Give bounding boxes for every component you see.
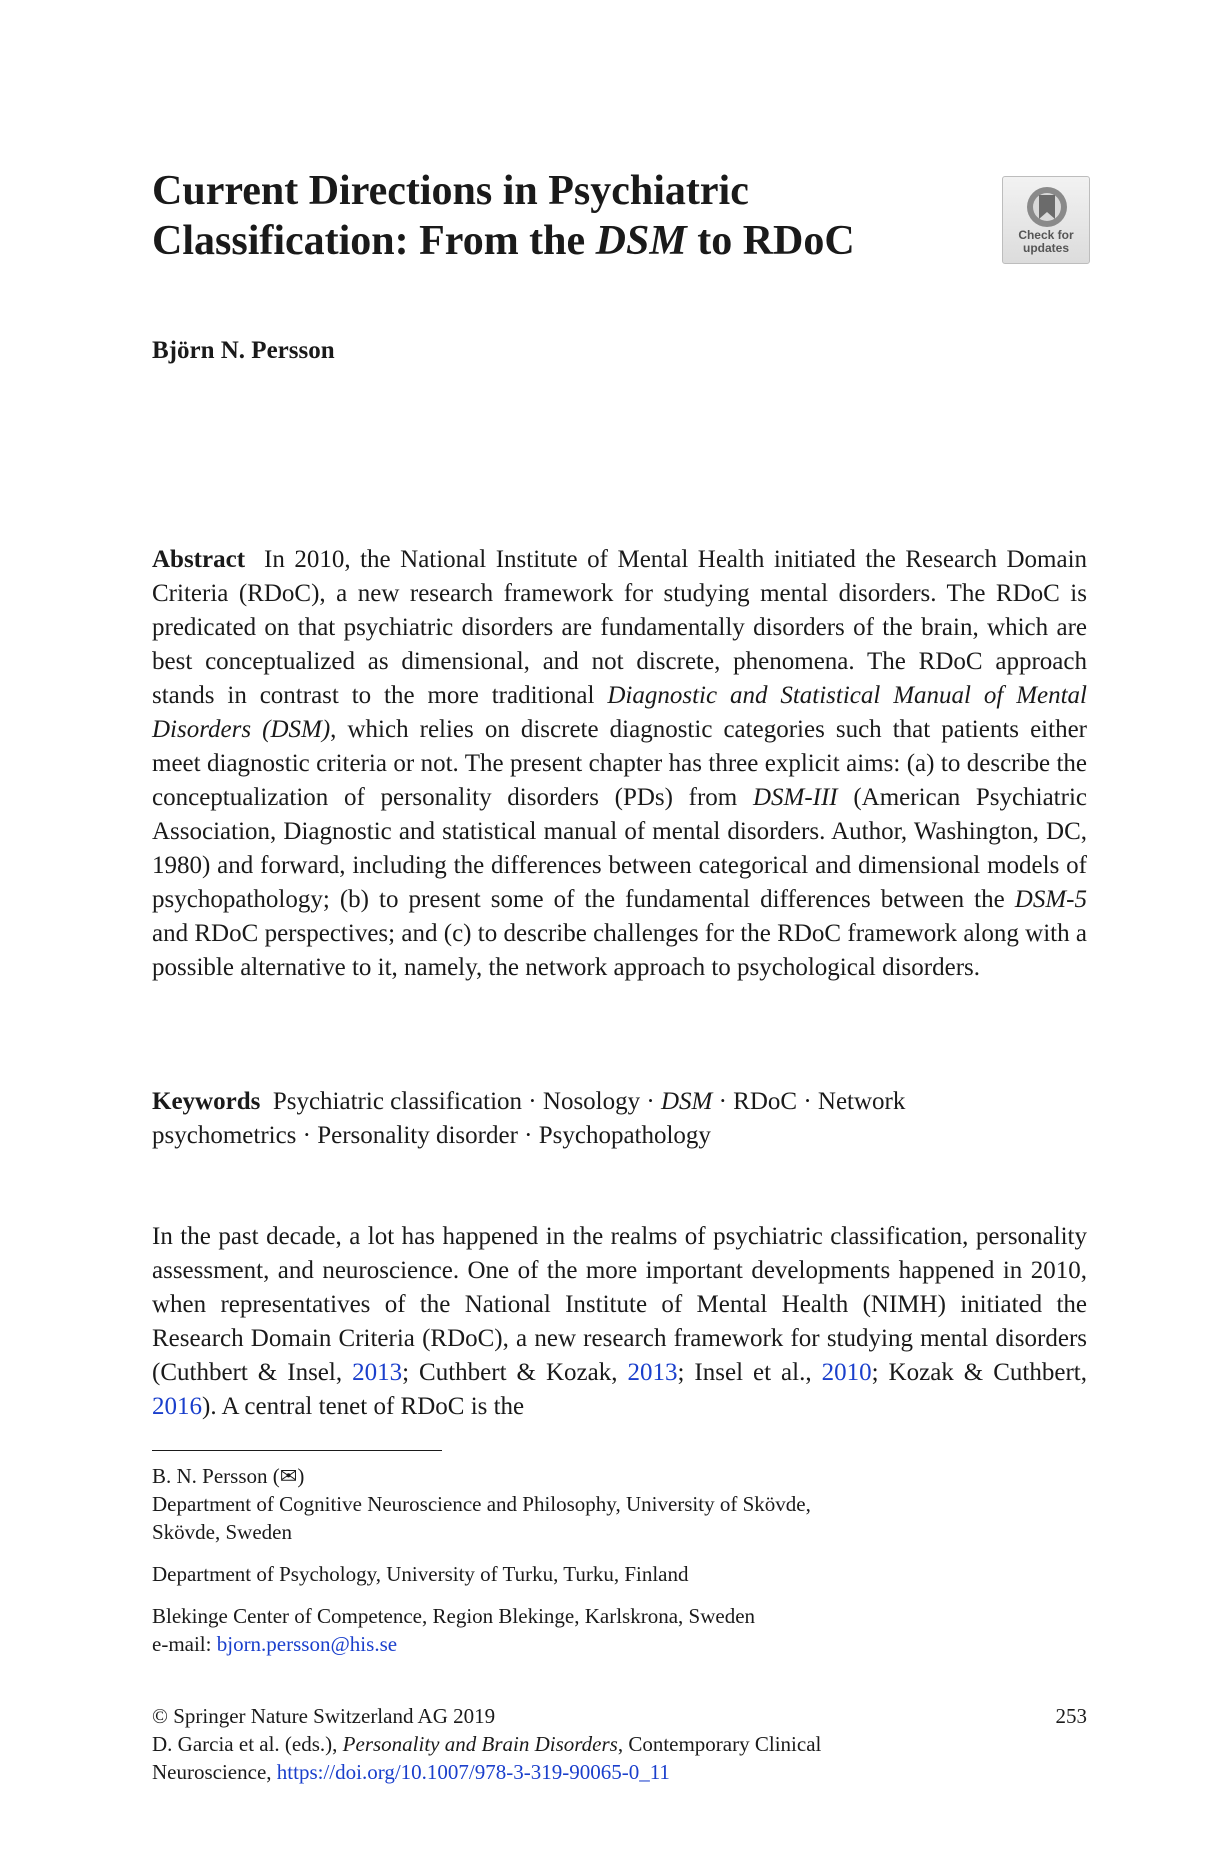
page-footer <box>152 1702 1087 1786</box>
abstract-text-3: (American Psychiatric Association, Diagnostic and statistical manual of mental disorders. Author, Washington, DC, 1980) and forward, including the differences between categorical and dimensional models of psychopathology; (b) to present some of the fundamental differences between the <box>152 784 1087 913</box>
affiliation-name: B. N. Persson ( <box>152 1464 280 1488</box>
body-paragraph <box>152 1220 1087 1424</box>
citation-text-a: D. Garcia et al. (eds.), <box>152 1732 343 1756</box>
title-line-1: Current Directions in Psychiatric <box>152 168 749 214</box>
affiliation-author <box>152 1462 1087 1546</box>
doi-link[interactable]: https://doi.org/10.1007/978-3-319-90065-0_11 <box>276 1760 670 1784</box>
body-text-4: ; Kozak & Cuthbert, <box>871 1359 1087 1386</box>
abstract-text-2: , which relies on discrete diagnostic categories such that patients either meet diagnostic criteria or not. The present chapter has three explicit aims: (a) to describe the conceptualization of personality disorders (PDs) from <box>152 716 1087 811</box>
abstract-italic-dsm-title: Diagnostic and Statistical Manual of Mental Disorders (DSM) <box>152 682 1088 743</box>
author-name: Björn N. Persson <box>152 337 335 364</box>
citation-text-b: , Contemporary Clinical <box>617 1732 822 1756</box>
citation-link-insel[interactable]: 2010 <box>821 1359 872 1386</box>
footnote-divider <box>152 1450 442 1451</box>
keywords-italic-dsm: DSM <box>660 1088 713 1115</box>
keywords-text-1: Psychiatric classification · Nosology · <box>272 1088 661 1115</box>
email-label: e-mail: <box>152 1632 217 1656</box>
citation-text-c: Neuroscience, <box>152 1760 277 1784</box>
chapter-title <box>152 166 912 266</box>
citation-link-cuthbert-insel[interactable]: 2013 <box>352 1359 403 1386</box>
title-line-2b: to RDoC <box>686 218 855 264</box>
abstract-text-4: and RDoC perspectives; and (c) to describe challenges for the RDoC framework along with a possible alternative to it, namely, the network approach to psychological disorders. <box>152 920 1087 981</box>
abstract-italic-dsm-5: DSM-5 <box>1014 886 1087 913</box>
affiliation-dept-1-line-2: Skövde, Sweden <box>152 1520 292 1544</box>
crossmark-line-1: Check for <box>1018 228 1074 242</box>
keywords-text-2: · RDoC · Network psychometrics · Personality disorder · Psychopathology <box>152 1088 906 1149</box>
body-text-5: ). A central tenet of RDoC is the <box>202 1393 525 1420</box>
affiliation-dept-3: Blekinge Center of Competence, Region Blekinge, Karlskrona, Sweden <box>152 1604 756 1628</box>
affiliation-dept-3-block <box>152 1602 1087 1658</box>
email-link[interactable]: bjorn.persson@his.se <box>216 1632 398 1656</box>
copyright-text: © Springer Nature Switzerland AG 2019 <box>152 1704 496 1728</box>
crossmark-line-2: updates <box>1022 241 1069 255</box>
affiliation-dept-1-line-1: Department of Cognitive Neuroscience and Philosophy, University of Skövde, <box>152 1492 811 1516</box>
crossmark-icon <box>1025 185 1069 229</box>
keywords-label: Keywords <box>152 1088 261 1115</box>
abstract-italic-dsm-iii: DSM-III <box>752 784 838 811</box>
title-line-2a: Classification: From the <box>152 218 596 264</box>
page-number: 253 <box>1055 1704 1087 1728</box>
citation-link-kozak-cuthbert[interactable]: 2016 <box>152 1393 202 1420</box>
keywords <box>152 1085 1012 1153</box>
affiliation-name-end: ) <box>297 1464 305 1488</box>
citation-link-cuthbert-kozak[interactable]: 2013 <box>627 1359 678 1386</box>
check-for-updates-badge[interactable] <box>1002 176 1090 264</box>
book-title: Personality and Brain Disorders <box>342 1732 618 1756</box>
abstract <box>152 543 1087 985</box>
title-dsm: DSM <box>595 218 687 264</box>
body-text-3: ; Insel et al., <box>677 1359 822 1386</box>
body-text-2: ; Cuthbert & Kozak, <box>402 1359 628 1386</box>
abstract-label: Abstract <box>152 546 246 573</box>
abstract-text-1: In 2010, the National Institute of Mental Health initiated the Research Domain Criteria (RDoC), a new research framework for studying mental disorders. The RDoC is predicated on that psychiatric disorders are fundamentally disorders of the brain, which are best conceptualized as dimensional, and not discrete, phenomena. The RDoC approach stands in contrast to the more traditional <box>152 546 1088 709</box>
body-text-1: In the past decade, a lot has happened in the realms of psychiatric classification, personality assessment, and neuroscience. One of the more important developments happened in 2010, when representatives of the National Institute of Mental Health (NIMH) initiated the Research Domain Criteria (RDoC), a new research framework for studying mental disorders (Cuthbert & Insel, <box>152 1223 1087 1386</box>
affiliation-dept-2: Department of Psychology, University of Turku, Turku, Finland <box>152 1562 689 1586</box>
mail-icon: ✉ <box>279 1464 298 1488</box>
